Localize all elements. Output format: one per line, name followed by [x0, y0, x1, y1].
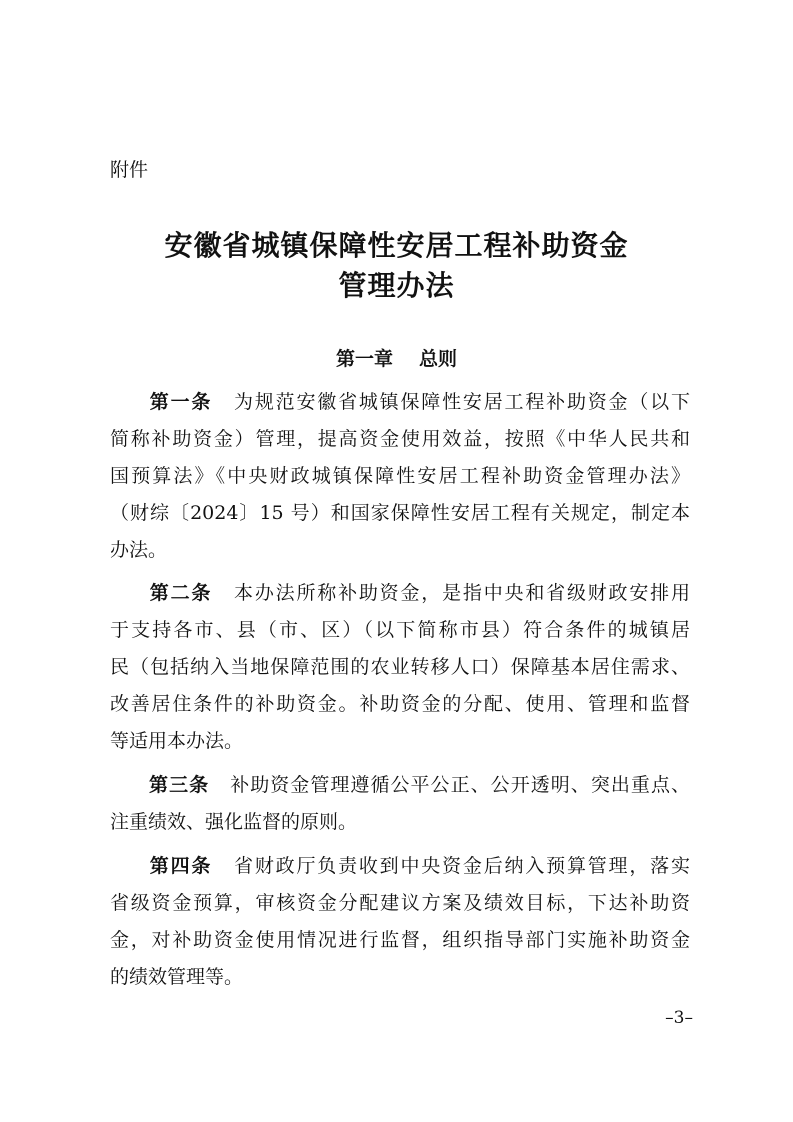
chapter-name: 总则 [419, 348, 458, 370]
article-1-line-2: 简称补助资金）管理，提高资金使用效益，按照《中华人民共和 [110, 428, 690, 450]
article-2-line-1 [110, 578, 690, 605]
article-4-line-3: 金，对补助资金使用情况进行监督，组织指导部门实施补助资金 [110, 929, 690, 951]
article-1-line-1 [110, 387, 690, 414]
attachment-label: 附件 [110, 159, 149, 181]
article-4-line-4: 的绩效管理等。 [110, 966, 244, 988]
article-1-line-5: 办法。 [110, 539, 168, 561]
article-4-text-1: 省财政厅负责收到中央资金后纳入预算管理，落实 [232, 855, 690, 877]
article-4-line-1 [110, 851, 690, 878]
article-1-line-3: 国预算法》《中央财政城镇保障性安居工程补助资金管理办法》 [110, 465, 690, 487]
article-2-line-2: 于支持各市、县（市、区）（以下简称市县）符合条件的城镇居 [110, 619, 690, 641]
article-2-line-5: 等适用本办法。 [110, 730, 244, 752]
document-title-line-1: 安徽省城镇保障性安居工程补助资金 [164, 229, 629, 262]
page-number: –3– [665, 1008, 693, 1028]
article-3-text-1: 补助资金管理遵循公平公正、公开透明、突出重点、 [229, 774, 690, 796]
chapter-heading [0, 344, 793, 371]
article-3-line-1 [110, 770, 690, 797]
article-3-label: 第三条 [148, 774, 210, 796]
article-4-line-2: 省级资金预算，审核资金分配建议方案及绩效目标，下达补助资 [110, 892, 690, 914]
article-2-text-1: 本办法所称补助资金，是指中央和省级财政安排用 [232, 582, 690, 604]
article-1-text-1: 为规范安徽省城镇保障性安居工程补助资金（以下 [232, 391, 690, 413]
article-1-line-4: （财综〔2024〕15 号）和国家保障性安居工程有关规定，制定本 [110, 502, 690, 524]
article-4-label: 第四条 [148, 855, 213, 877]
article-1-label: 第一条 [148, 391, 213, 413]
article-2-label: 第二条 [148, 582, 213, 604]
article-2-line-4: 改善居住条件的补助资金。补助资金的分配、使用、管理和监督 [110, 693, 690, 715]
chapter-number: 第一章 [335, 348, 393, 370]
article-3-line-2: 注重绩效、强化监督的原则。 [110, 811, 358, 833]
document-title-line-2: 管理办法 [338, 269, 455, 302]
article-2-line-3: 民（包括纳入当地保障范围的农业转移人口）保障基本居住需求、 [110, 656, 690, 678]
